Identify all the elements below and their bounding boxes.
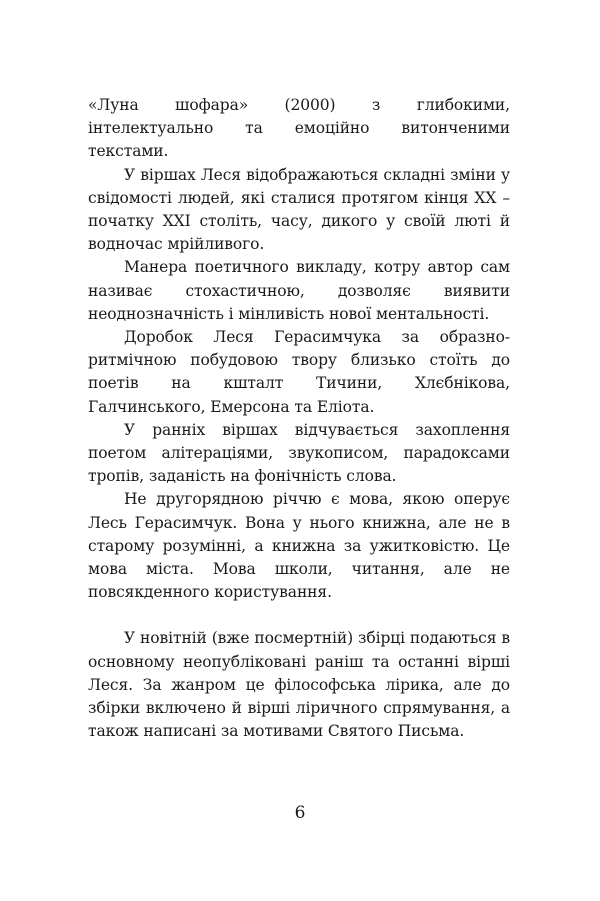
- paragraph-2: У віршах Леся відображаються складні зміни у свідомості людей, які сталися протягом кінця ХХ – початку ХХІ століть, часу, дикого у своїй люті й водночас мрійливого.: [88, 165, 510, 254]
- paragraph-6: Не другорядною річчю є мова, якою оперує Лесь Герасимчук. Вона у нього книжна, але не в старому розумінні, а книжна за ужитковістю. Це мова міста. Мова школи, читання, але не повсякденного користування.: [88, 490, 510, 602]
- body-text: [88, 94, 510, 743]
- paragraph-5: У ранніх віршах відчувається захоплення поетом алітераціями, звукописом, парадоксами тропів, заданість на фонічність слова.: [88, 420, 510, 486]
- page-number: 6: [294, 803, 306, 823]
- paragraph-3: Манера поетичного викладу, котру автор сам називає стохастичною, дозволяє виявити неоднозначність і мінливість нової ментальності.: [88, 258, 510, 323]
- paragraph-7: У новітній (вже посмертній) збірці подаються в основному неопубліковані раніш та останні вірші Леся. За жанром це філософська лірика, але до збірки включено й вірші ліричного спрямування, а також написані за мотивами Святого Письма.: [88, 629, 510, 741]
- paragraph-4: Доробок Леся Герасимчука за образно-ритмічною побудовою твору близько стоїть до поетів на кшталт Тичини, Хлєбнікова, Галчинського, Емерсона та Еліота.: [88, 328, 510, 416]
- paragraph-1: «Луна шофара» (2000) з глибокими, інтелектуально та емоційно витонченими текстами.: [88, 96, 510, 161]
